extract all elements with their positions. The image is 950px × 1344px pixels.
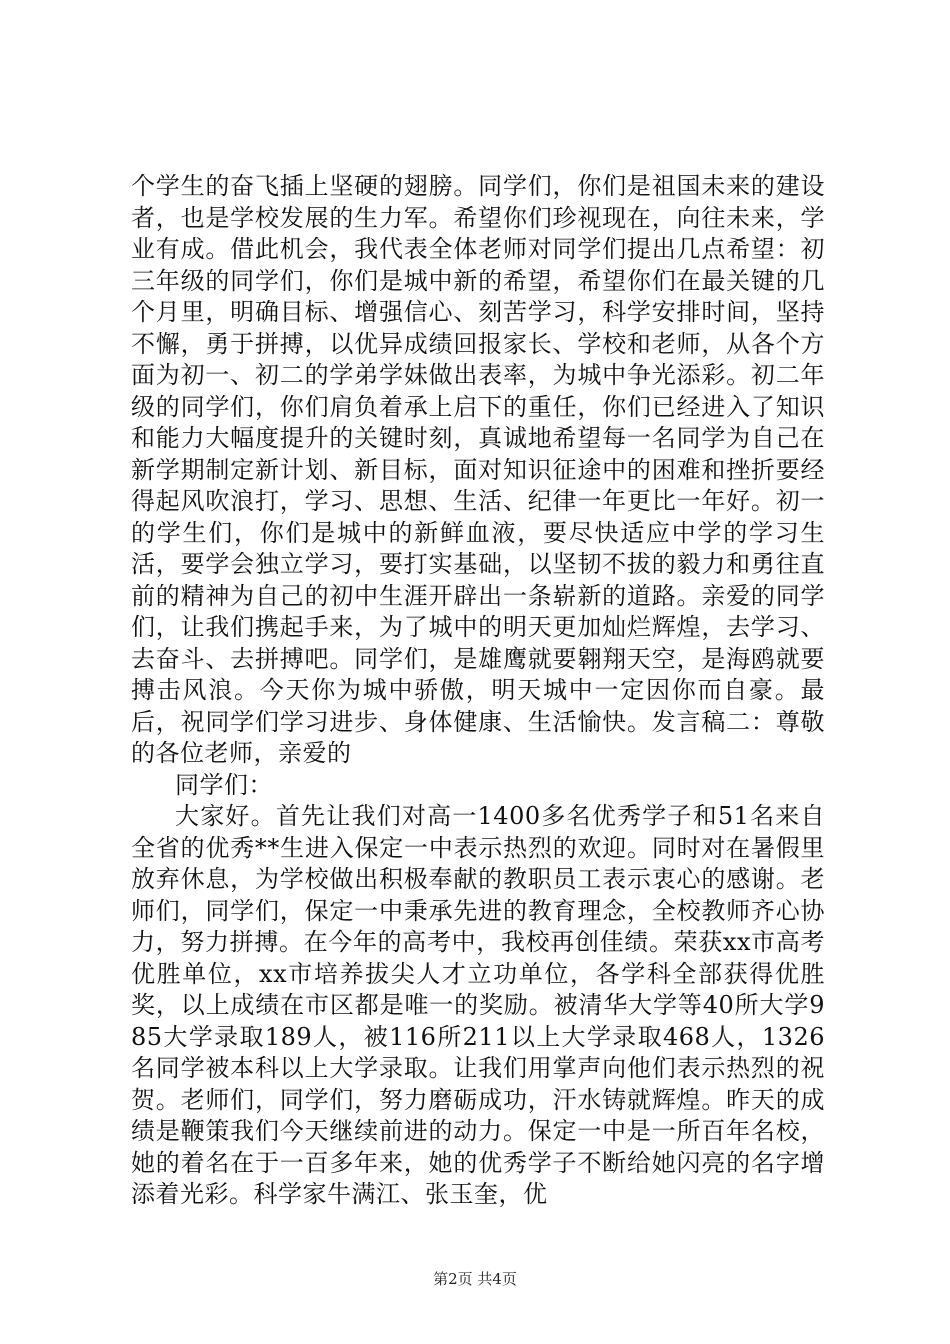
paragraph-3: 大家好。首先让我们对高一1400多名优秀学子和51名来自全省的优秀**生进入保定一中表示热烈的欢迎。同时对在暑假里放弃休息，为学校做出积极奉献的教职员工表示衷心的感谢。老师们，同学们，保定一中秉承先进的教育理念，全校教师齐心协力，努力拼搏。在今年的高考中，我校再创佳绩。荣获xx市高考优胜单位，xx市培养拔尖人才立功单位，各学科全部获得优胜奖，以上成绩在市区都是唯一的奖励。被清华大学等40所大学985大学录取189人，被116所211以上大学录取468人，1326名同学被本科以上大学录取。让我们用掌声向他们表示热烈的祝贺。老师们，同学们，努力磨砺成功，汗水铸就辉煌。昨天的成绩是鞭策我们今天继续前进的动力。保定一中是一所百年名校，她的着名在于一百多年来，她的优秀学子不断给她闪亮的名字增添着光彩。科学家牛满江、张玉奎，优 [131,802,825,1208]
paragraph-2: 同学们： [175,770,273,799]
paragraph-1: 个学生的奋飞插上坚硬的翅膀。同学们，你们是祖国未来的建设者，也是学校发展的生力军。希望你们珍视现在，向往未来，学业有成。借此机会，我代表全体老师对同学们提出几点希望：初三年级的同学们，你们是城中新的希望，希望你们在最关键的几个月里，明确目标、增强信心、刻苦学习，科学安排时间，坚持不懈，勇于拼搏，以优异成绩回报家长、学校和老师，从各个方面为初一、初二的学弟学妹做出表率，为城中争光添彩。初二年级的同学们，你们肩负着承上启下的重任，你们已经进入了知识和能力大幅度提升的关键时刻，真诚地希望每一名同学为自己在新学期制定新计划、新目标，面对知识征途中的困难和挫折要经得起风吹浪打，学习、思想、生活、纪律一年更比一年好。初一的学生们，你们是城中的新鲜血液，要尽快适应中学的学习生活，要学会独立学习，要打实基础，以坚韧不拔的毅力和勇往直前的精神为自己的初中生涯开辟出一条崭新的道路。亲爱的同学们，让我们携起手来，为了城中的明天更加灿烂辉煌，去学习、去奋斗、去拼搏吧。同学们，是雄鹰就要翱翔天空，是海鸥就要搏击风浪。今天你为城中骄傲，明天城中一定因你而自豪。最后，祝同学们学习进步、身体健康、生活愉快。发言稿二：尊敬的各位老师，亲爱的 [131,172,825,767]
page-footer: 第2页 共4页 [433,1270,517,1288]
body-text [131,171,825,1211]
